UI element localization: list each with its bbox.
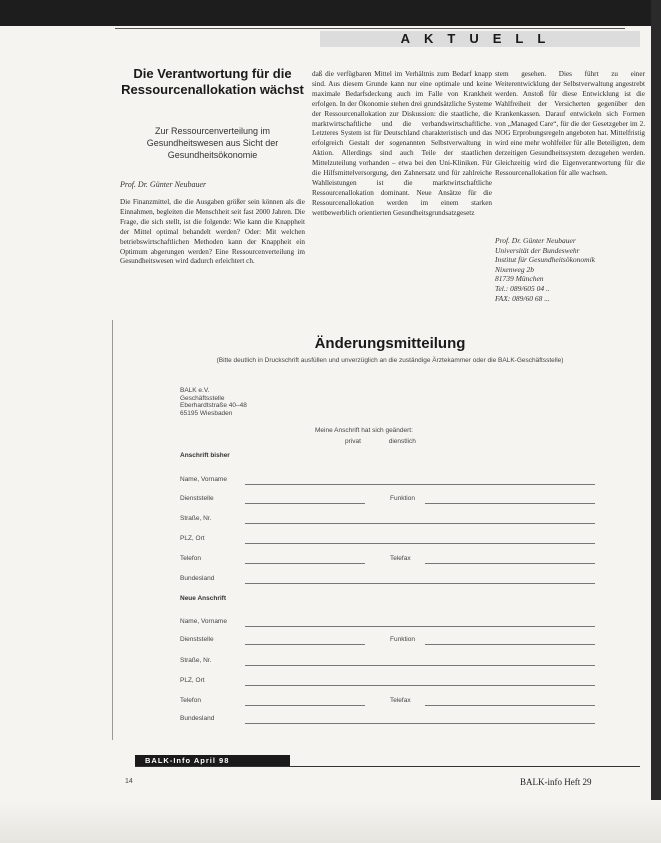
old-plz-field[interactable] [245, 543, 595, 544]
old-funktion-label: Funktion [390, 495, 415, 502]
old-dienststelle-field[interactable] [245, 503, 365, 504]
old-dienststelle-label: Dienststelle [180, 495, 214, 502]
new-plz-label: PLZ, Ort [180, 677, 205, 684]
old-telefon-field[interactable] [245, 563, 365, 564]
new-strasse-label: Straße, Nr. [180, 657, 212, 664]
option-service[interactable]: dienstlich [388, 438, 416, 445]
section-header: AKTUELL [320, 31, 640, 47]
scan-top-band [0, 0, 661, 26]
signature-line: Tel.: 089/605 04 .. [495, 283, 550, 293]
new-dienststelle-field[interactable] [245, 644, 365, 645]
new-name-field[interactable] [245, 626, 595, 627]
signature-line: Nixenweg 2b [495, 264, 534, 274]
article-title: Die Verantwortung für die Ressourcenallokation wächst [121, 66, 304, 97]
address-line: 65195 Wiesbaden [180, 409, 233, 417]
new-strasse-field[interactable] [245, 665, 595, 666]
address-line: Geschäftsstelle [180, 394, 225, 402]
signature-line: Institut für Gesundheitsökonomik [495, 255, 595, 265]
signature-line: 81739 München [495, 274, 544, 284]
new-telefax-label: Telefax [390, 697, 411, 704]
article-author: Prof. Dr. Günter Neubauer [120, 180, 207, 189]
article-column-1: Die Finanzmittel, die die Ausgaben größer sein können als die Einnahmen, begleiten die Menschheit seit fast 2000 Jahren. Die Frage, die sich stellt, ist die folgende: Wie kann die Knappheit der Mittel optimal behandelt werden? Oder: Mit welchen betriebswirtschaftlichen Methoden kann der Knappheit ein Optimum abgerungen werden? Eine Ressourcenverteilung im Gesundheitswesen wird dadurch erleichtert ch. [120, 198, 305, 266]
footer-banner: BALK-Info April 98 [135, 755, 290, 766]
old-telefax-label: Telefax [390, 555, 411, 562]
scan-right-edge [651, 0, 661, 843]
page-number: 14 [125, 778, 133, 785]
new-funktion-field[interactable] [425, 644, 595, 645]
old-address-heading: Anschrift bisher [180, 452, 230, 459]
old-strasse-field[interactable] [245, 523, 595, 524]
new-dienststelle-label: Dienststelle [180, 636, 214, 643]
option-private[interactable]: privat [345, 438, 361, 445]
old-strasse-label: Straße, Nr. [180, 515, 212, 522]
left-margin-rule [112, 320, 113, 740]
old-funktion-field[interactable] [425, 503, 595, 504]
new-plz-field[interactable] [245, 685, 595, 686]
new-funktion-label: Funktion [390, 636, 415, 643]
article-column-2: daß die verfügbaren Mittel im Verhältnis zum Bedarf knapp sind. Aus diesem Grunde kann nur eine optimale und keine maximale Bedarfsdeckung auch im Falle von Krankheit erfolgen. In der Ökonomie stehen drei grundsätzliche Systeme der Ressourcenallokation zur Diskussion: die staatliche, die marktwirtschaftliche und die verbandswirtschaftliche. Letzteres System ist für Deutschland charakteristisch und das erfolgreich Gestalt der sogenannten Selbstverwaltung in Aktion. Allerdings sind auch Teile der staatlichen Mittelzuteilung vorhanden – etwa bei den Uni-Kliniken. Für die Hilfsmittelversorgung, den Zahnersatz und für zahlreiche Wahlleistungen ist die marktwirtschaftliche Ressourcenallokation dominant. Neue Ansätze für die Ressourcenallokation werden im einem starken wettbewerblich orientierten Gesundheitsgrundsatzgesetz [312, 70, 492, 217]
new-bundesland-label: Bundesland [180, 715, 215, 722]
scan-bottom-shadow [0, 800, 661, 843]
address-line: BALK e.V. [180, 387, 210, 394]
footer-rule [135, 766, 640, 767]
old-name-label: Name, Vorname [180, 476, 227, 483]
article-subtitle: Zur Ressourcenverteilung im Gesundheitswesen aus Sicht der Gesundheitsökonomie [146, 126, 279, 160]
signature-line: Prof. Dr. Günter Neubauer [495, 236, 576, 245]
form-note: (Bitte deutlich in Druckschrift ausfüllen und unverzüglich an die zuständige Ärztekammer oder die BALK-Geschäftsstelle) [216, 357, 564, 364]
form-recipient-address [180, 387, 247, 417]
new-address-heading: Neue Anschrift [180, 595, 226, 602]
top-rule [115, 28, 625, 29]
signature-line: FAX: 089/60 68 ... [495, 293, 550, 303]
old-telefon-label: Telefon [180, 555, 201, 562]
address-line: Eberhardtstraße 40–48 [180, 402, 247, 409]
new-bundesland-field[interactable] [245, 723, 595, 724]
old-plz-label: PLZ, Ort [180, 535, 205, 542]
article-column-3: stem gesehen. Dies führt zu einer Weiterentwicklung der Selbstverwaltung angestrebt werden. Anstoß für diese Entwicklung ist die Wahlfreiheit der Versicherten gegenüber den Krankenkassen. Darauf entwickeln sich Formen von „Managed Care“, für die der Gesetzgeber im 2. NOG Erprobungsregeln angeboten hat. Mittelfristig wird eine mehr wohlfeiler für alle Beteiligten, dem derzeitigen Gesundheitssystem dezugehen werden. Gleichzeitig wird die Eigenverantwortung für die Ressourcenallokation für alle wachsen. [495, 70, 645, 178]
old-bundesland-field[interactable] [245, 583, 595, 584]
old-name-field[interactable] [245, 484, 595, 485]
new-name-label: Name, Vorname [180, 618, 227, 625]
form-options [345, 438, 442, 445]
new-telefon-label: Telefon [180, 697, 201, 704]
signature-line: Universität der Bundeswehr [495, 245, 580, 255]
new-telefon-field[interactable] [245, 705, 365, 706]
footer-right-text: BALK-info Heft 29 [520, 777, 592, 787]
form-change-statement: Meine Anschrift hat sich geändert: [315, 427, 413, 434]
form-title: Änderungsmitteilung [314, 335, 466, 352]
new-telefax-field[interactable] [425, 705, 595, 706]
old-telefax-field[interactable] [425, 563, 595, 564]
old-bundesland-label: Bundesland [180, 575, 215, 582]
author-signature [495, 236, 645, 303]
